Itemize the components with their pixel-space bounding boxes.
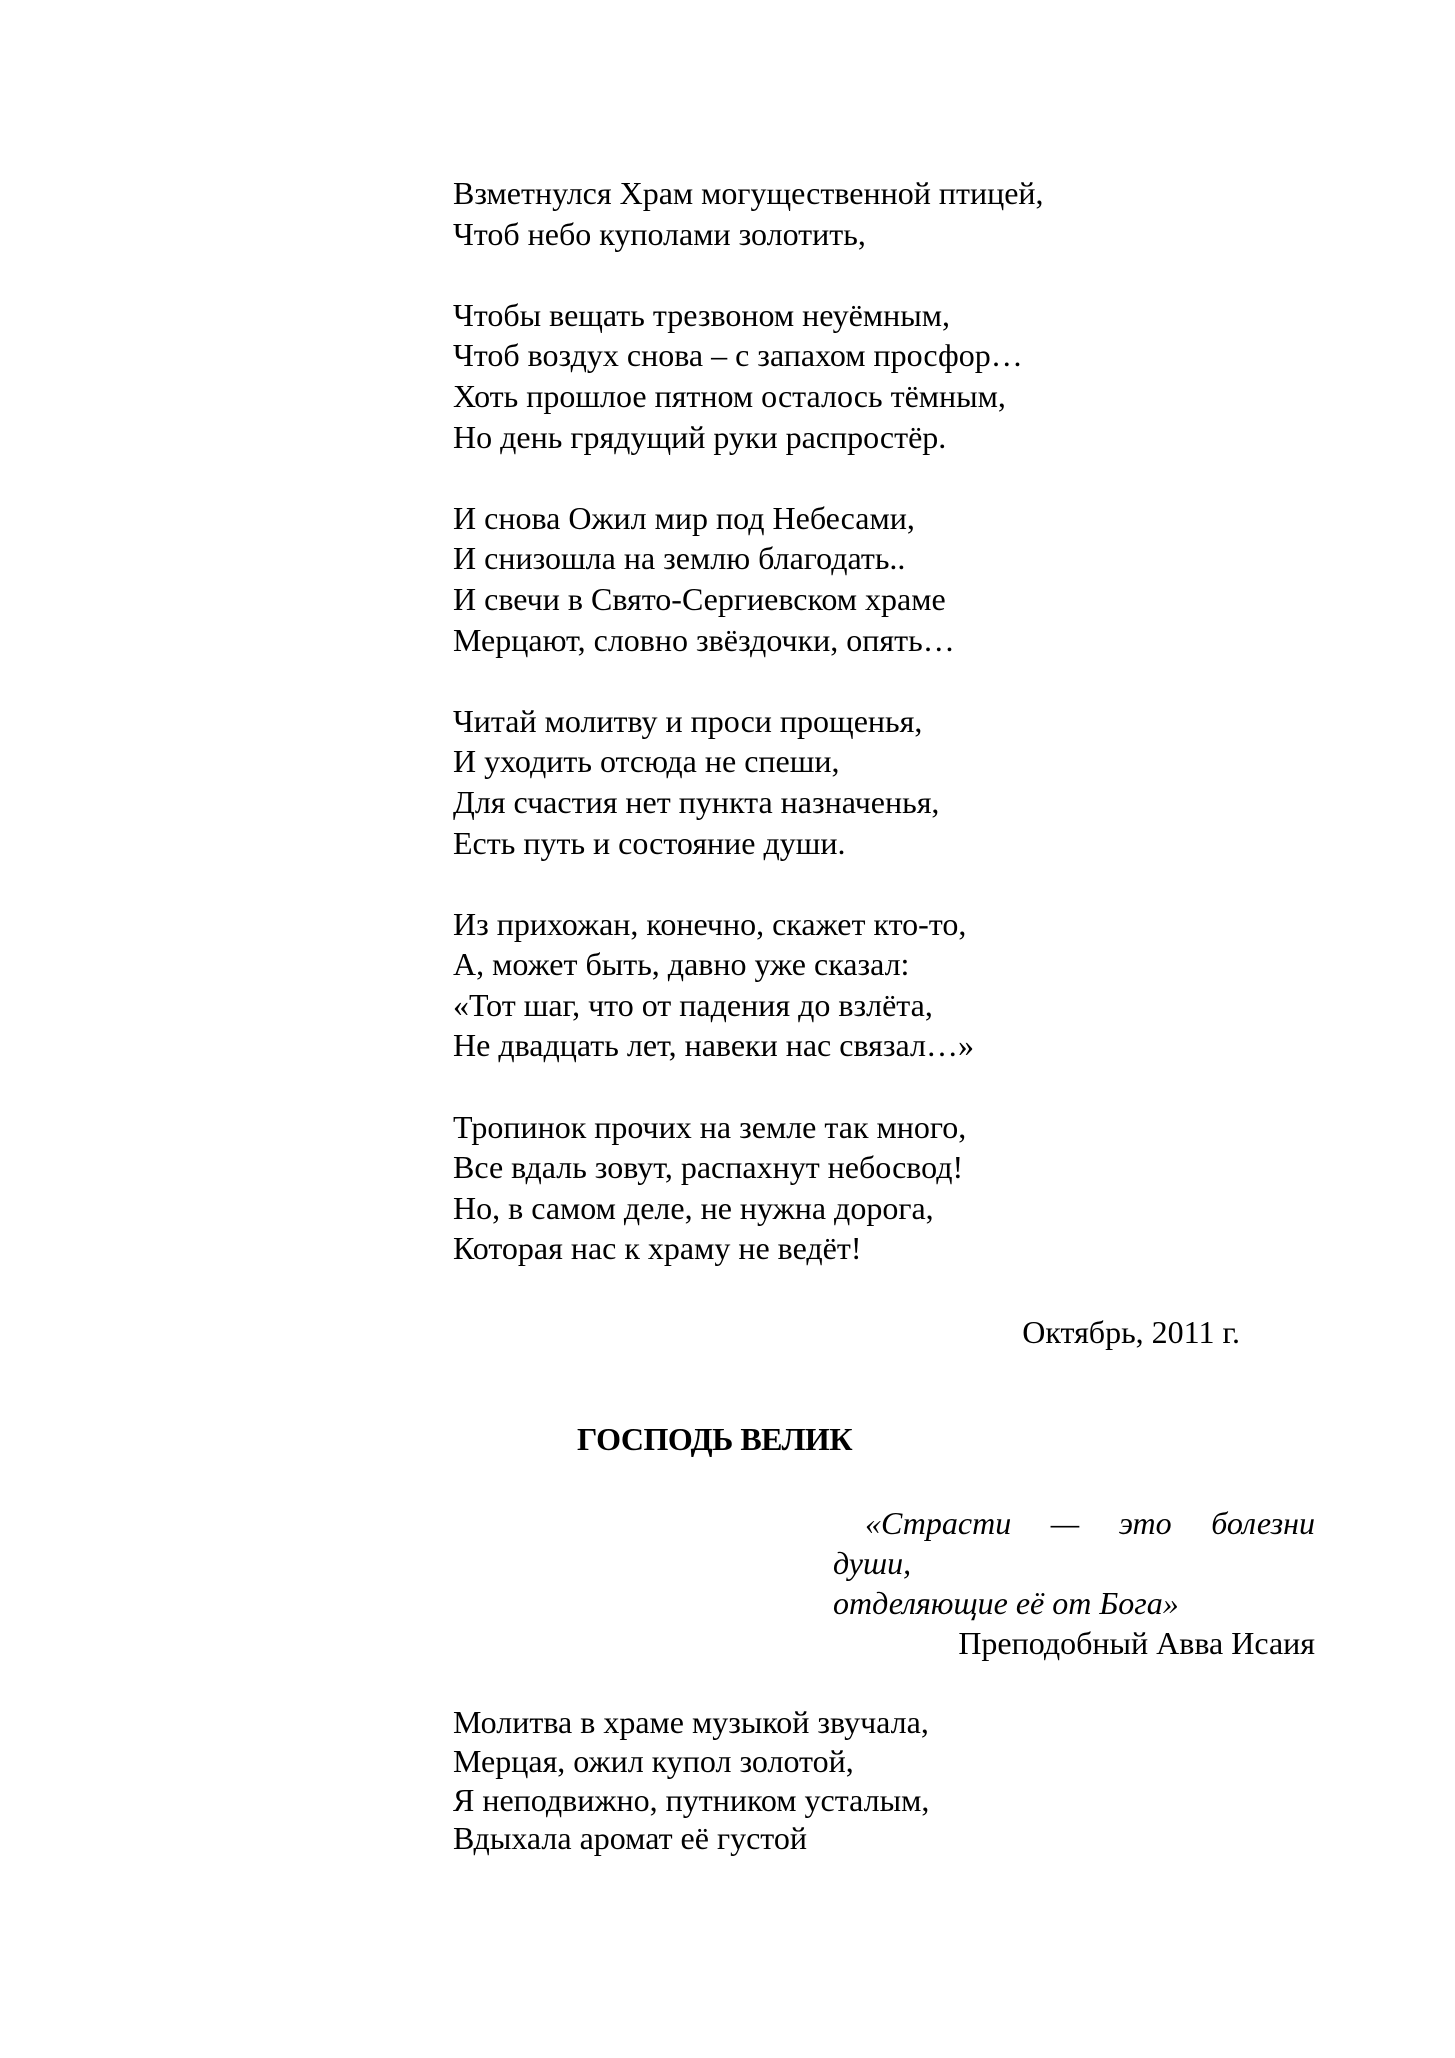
epigraph	[833, 1503, 1315, 1663]
verse-line: Все вдаль зовут, распахнут небосвод!	[453, 1149, 964, 1186]
poem-title: ГОСПОДЬ ВЕЛИК	[577, 1421, 853, 1457]
epigraph-quote-line: отделяющие её от Бога»	[833, 1585, 1179, 1621]
stanza	[453, 295, 1044, 457]
verse-line: Чтобы вещать трезвоном неуёмным,	[453, 296, 950, 333]
verse-line: Мерцая, ожил купол золотой,	[453, 1742, 854, 1779]
verse-line: Есть путь и состояние души.	[453, 824, 846, 861]
poem1-body	[453, 173, 1044, 1269]
epigraph-attribution: Преподобный Авва Исаия	[958, 1625, 1315, 1661]
poem2-body	[453, 1703, 929, 1858]
verse-line: «Тот шаг, что от падения до взлёта,	[453, 986, 933, 1023]
verse-line: Молитва в храме музыкой звучала,	[453, 1704, 929, 1740]
verse-line: И снизошла на землю благодать..	[453, 540, 906, 577]
verse-line: Взметнулся Храм могущественной птицей,	[453, 175, 1044, 211]
verse-line: Но, в самом деле, не нужна дорога,	[453, 1189, 934, 1226]
verse-line: Из прихожан, конечно, скажет кто-то,	[453, 905, 967, 942]
verse-line: Которая нас к храму не ведёт!	[453, 1230, 862, 1267]
stanza	[453, 1107, 1044, 1269]
verse-line: Я неподвижно, путником усталым,	[453, 1781, 930, 1818]
verse-line: Чтоб воздух снова – с запахом просфор…	[453, 337, 1023, 374]
verse-line: Читай молитву и проси прощенья,	[453, 702, 923, 739]
verse-line: Мерцают, словно звёздочки, опять…	[453, 621, 955, 658]
verse-line: Вдыхала аромат её густой	[453, 1820, 807, 1857]
stanza-break	[453, 254, 1044, 295]
epigraph-quote-line: души,	[833, 1545, 912, 1581]
verse-line: Не двадцать лет, навеки нас связал…»	[453, 1027, 974, 1064]
verse-line: И уходить отсюда не спеши,	[453, 743, 840, 780]
verse-line: Но день грядущий руки распростёр.	[453, 418, 947, 455]
epigraph-quote	[833, 1503, 1315, 1623]
epigraph-quote-line: «Страсти — это болезни	[865, 1505, 1315, 1541]
verse-line: Чтоб небо куполами золотить,	[453, 215, 866, 252]
stanza-break	[453, 660, 1044, 701]
stanza-break	[453, 863, 1044, 904]
stanza	[453, 1703, 929, 1858]
verse-line: И снова Ожил мир под Небесами,	[453, 499, 915, 536]
verse-line: Тропинок прочих на земле так много,	[453, 1108, 967, 1145]
stanza	[453, 904, 1044, 1066]
verse-line: И свечи в Свято-Сергиевском храме	[453, 580, 946, 617]
stanza-break	[453, 1066, 1044, 1107]
stanza	[453, 498, 1044, 660]
verse-line: Для счастия нет пункта назначенья,	[453, 783, 940, 820]
stanza	[453, 701, 1044, 863]
verse-line: Хоть прошлое пятном осталось тёмным,	[453, 377, 1006, 414]
verse-line: А, может быть, давно уже сказал:	[453, 946, 910, 983]
poem-date: Октябрь, 2011 г.	[1022, 1314, 1240, 1350]
stanza-break	[453, 457, 1044, 498]
stanza	[453, 173, 1044, 254]
